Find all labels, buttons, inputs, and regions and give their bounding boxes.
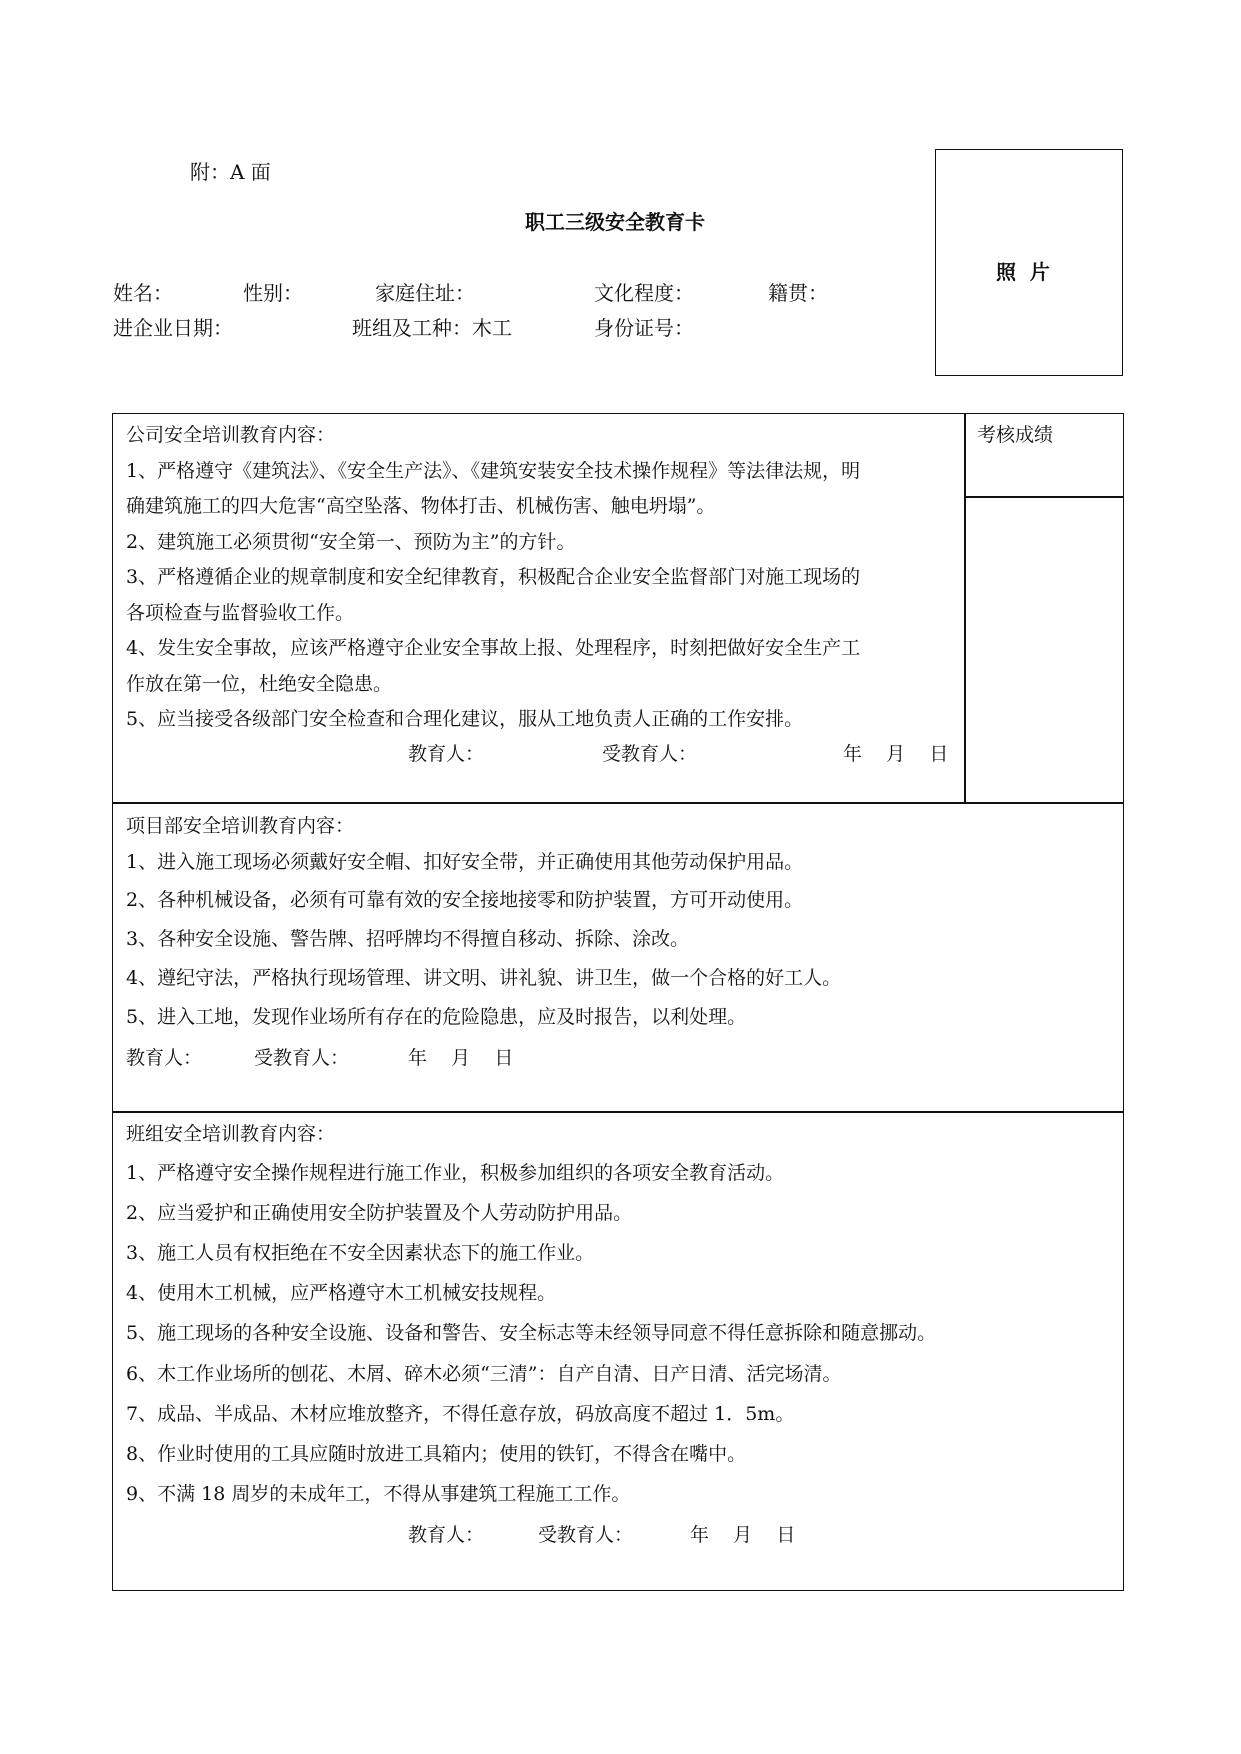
company-line-2: 确建筑施工的四大危害“高空坠落、物体打击、机械伤害、触电坍塌”。 [126,495,716,517]
company-educator: 教育人： [408,743,485,765]
side-label: 附：A 面 [190,160,271,184]
field-address: 家庭住址： [375,281,475,305]
company-line-8: 5、应当接受各级部门安全检查和合理化建议，服从工地负责人正确的工作安排。 [126,708,804,730]
company-line-3: 2、建筑施工必须贯彻“安全第一、预防为主”的方针。 [126,531,576,553]
project-date: 年 月 日 [408,1047,514,1069]
field-name: 姓名： [113,281,173,305]
field-team-trade: 班组及工种：木工 [352,316,512,340]
team-line-4: 4、使用木工机械，应严格遵守木工机械安技规程。 [126,1282,557,1304]
project-line-1: 1、进入施工现场必须戴好安全帽、扣好安全带，并正确使用其他劳动保护用品。 [126,851,804,873]
team-line-3: 3、施工人员有权拒绝在不安全因素状态下的施工作业。 [126,1242,595,1264]
project-educator: 教育人： [126,1047,203,1069]
project-line-3: 3、各种安全设施、警告牌、招呼牌均不得擅自移动、拆除、涂改。 [126,928,690,950]
project-line-5: 5、进入工地，发现作业场所有存在的危险隐患，应及时报告，以利处理。 [126,1006,747,1028]
team-heading: 班组安全培训教育内容： [126,1123,336,1145]
team-line-1: 1、严格遵守安全操作规程进行施工作业，积极参加组织的各项安全教育活动。 [126,1162,785,1184]
field-join-date: 进企业日期： [113,316,233,340]
company-line-6: 4、发生安全事故，应该严格遵守企业安全事故上报、处理程序，时刻把做好安全生产工 [126,637,861,659]
team-line-9: 9、不满 18 周岁的未成年工，不得从事建筑工程施工工作。 [126,1483,631,1505]
company-line-4: 3、严格遵循企业的规章制度和安全纪律教育，积极配合企业安全监督部门对施工现场的 [126,566,861,588]
field-education: 文化程度： [594,281,694,305]
company-educatee: 受教育人： [602,743,698,765]
field-id-number: 身份证号： [594,316,694,340]
company-line-7: 作放在第一位，杜绝安全隐患。 [126,673,393,695]
section-divider [112,802,1124,804]
team-educatee: 受教育人： [538,1524,634,1546]
company-heading: 公司安全培训教育内容： [126,424,336,446]
field-native-place: 籍贯： [768,281,828,305]
photo-label: 照 片 [996,260,1050,284]
team-educator: 教育人： [408,1524,485,1546]
project-educatee: 受教育人： [254,1047,350,1069]
score-column-divider [964,413,966,803]
field-gender: 性别： [243,281,303,305]
score-label: 考核成绩 [977,424,1054,446]
project-line-2: 2、各种机械设备，必须有可靠有效的安全接地接零和防护装置，方可开动使用。 [126,889,804,911]
card-title: 职工三级安全教育卡 [525,210,705,234]
company-line-1: 1、严格遵守《建筑法》、《安全生产法》、《建筑安装安全技术操作规程》等法律法规，明 [126,460,861,482]
score-header-divider [964,496,1124,498]
team-line-2: 2、应当爱护和正确使用安全防护装置及个人劳动防护用品。 [126,1202,633,1224]
company-line-5: 各项检查与监督验收工作。 [126,602,355,624]
team-line-6: 6、木工作业场所的刨花、木屑、碎木必须“三清”：自产自清、日产日清、活完场清。 [126,1363,842,1385]
section-divider [112,1111,1124,1113]
team-line-8: 8、作业时使用的工具应随时放进工具箱内；使用的铁钉，不得含在嘴中。 [126,1443,747,1465]
team-date: 年 月 日 [690,1524,796,1546]
project-heading: 项目部安全培训教育内容： [126,815,355,837]
project-line-4: 4、遵纪守法，严格执行现场管理、讲文明、讲礼貌、讲卫生，做一个合格的好工人。 [126,967,842,989]
team-line-7: 7、成品、半成品、木材应堆放整齐，不得任意存放，码放高度不超过 1．5m。 [126,1403,795,1425]
team-line-5: 5、施工现场的各种安全设施、设备和警告、安全标志等未经领导同意不得任意拆除和随意挪动。 [126,1322,937,1344]
photo-box [935,149,1123,376]
company-date: 年 月 日 [843,743,949,765]
